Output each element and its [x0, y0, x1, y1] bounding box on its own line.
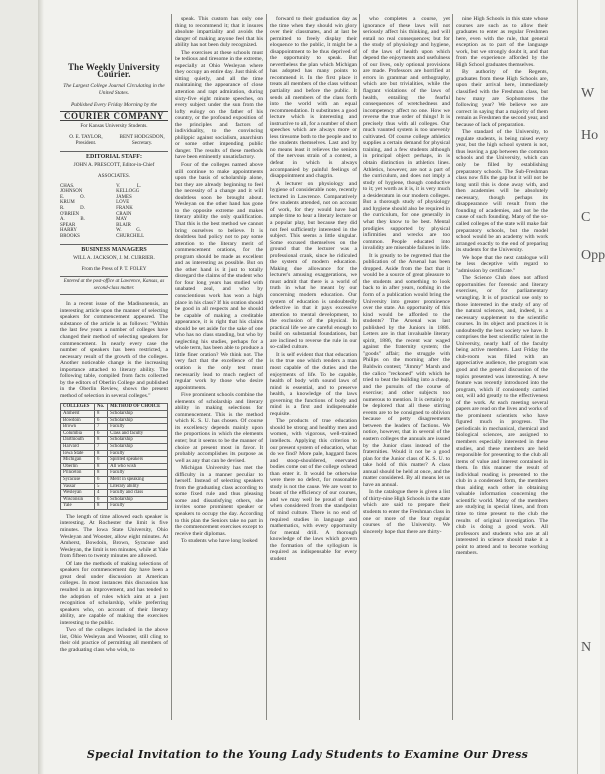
table-cell: Class and faculty — [108, 430, 168, 437]
article-paragraph: The products of true education should be strong and healthy men and women, with vigorous, well-trained intellects. Applying this criterion to our present system of education, what do we find? More pale, haggard faces and stoop-shouldered, enervated bodies come out of the college oxhead than enter it. It would be otherwise were there no defect, for reasonable study is not the cause. We are wont to boast of the efficiency of our courses, and we may well be proud of them when considered from the standpoint of mind culture. There is no end of required studies in language and mathematics, with every opportunity for mental drill. A thorough knowledge of the laws which govern the formation of the syllogism is required as indispensable for every student — [270, 418, 357, 562]
advertisement-banner: Special Invitation to the Young Lady Students to Examine Our Dress — [86, 748, 529, 761]
press-line: From the Press of P. T. FOLEY — [81, 265, 147, 272]
table-row — [61, 411, 168, 418]
article-paragraph: forward to their graduation day as the time when they should win glory over their classmates, and at last be permitted to freely display their eloquence to the public, it might be a disappointment to be thus deprived of the opportunity to speak. But nevertheless the plan which Michigan has adopted has many points to recommend it. In the first place it treats all members of the class without partiality and before the public. It sends all members of the class forth into the world with an equal recommendation. It substitutes a good lecture which is interesting and instructive to all, for a number of short speeches which are always more or less tiresome both to the people and to the students themselves. Last and by no means least it relieves the seniors of the nervous strain of a contest, a defeat in which is always accompanied by painful feelings of disappointment and chagrin. — [270, 16, 357, 180]
table-cell: Brown — [61, 424, 95, 431]
table-cell: 6 — [95, 476, 108, 483]
table-cell: All who wish — [108, 463, 168, 470]
column-2 — [175, 16, 263, 716]
left-margin — [0, 0, 38, 774]
table-cell: Iowa State — [61, 450, 95, 457]
column-3 — [270, 16, 357, 716]
table-cell: Scholarship — [108, 444, 168, 451]
column-rule — [266, 14, 267, 720]
adjacent-page-fragment: N — [581, 640, 592, 655]
table-cell: 7 — [95, 444, 108, 451]
column-5 — [456, 16, 548, 716]
article-paragraph: Two of the colleges included in the above list, Ohio Wesleyan and Wooster, still cling to their old practice of permitting all members of the graduating class who wish, to — [60, 627, 168, 653]
article-paragraph: Michigan University has met the difficulty in a manner peculiar to herself. Instead of selecting speakers from the graduating class according to some fixed rule and thus pleasing some and dissatisfying others, she invites some prominent speaker or speakers to occupy the day. According to this plan the Seniors take no part in the commencement exercises except to receive their diplomas. — [175, 465, 263, 537]
table-cell: Michigan — [61, 457, 95, 464]
table-cell: Faculty — [108, 470, 168, 477]
adjacent-page-fragment: W — [581, 86, 595, 101]
secretary: BENT HODGSDON, Secretary. — [119, 133, 165, 147]
table-cell: Faculty — [108, 450, 168, 457]
table-row — [61, 496, 168, 503]
associate-name: A. B. SPEAR — [60, 217, 85, 228]
associate-name: FRANK CRAIN — [116, 205, 133, 217]
entered-notice: Entered at the post-office at Lawrence, Kansas, as second-class matter. — [60, 276, 168, 295]
article-paragraph: nine High Schools in this state whose courses are such as to allow their graduates to enter as regular Freshmen here, even with the rule, that general exception as to part of the language work, but we strongly doubt it, and that from the experience afforded by the High School graduates themselves. — [456, 16, 548, 68]
table-row — [61, 483, 168, 490]
table-header: METHOD OF CHOICE — [108, 404, 168, 411]
article-paragraph: who completes a course, yet ignorance of these laws will not seriously affect his thinking, and will entail no real consequences; but for the study of physiology and hygiene, of the laws of health upon which depend the enjoyments and usefulness of our lives, only optional provisions are made. Professors are horrified at errors in grammar and orthography, which are but trivialities, while the flagrant violations of the laws of health, entailing the fearful consequences of wretchedness and incompetency affect no one. How we reverse the true order of things! It is precisely thus with all colleges. Our much vaunted system is too unevenly cultivated. Of course college athletics supplies a certain demand for physical training, and a few students although in principal object perhaps, in is obtain distinction in athletics lines. Athletics, however, are not a part of the curriculum, and does not imply a study of hygiene, though conductive to it; yet worth as it is, it is very much a desideratum in our modern colleges. But a thorough study of physiology and hygiene should also be required in the curriculum, for one generally in what they know to be best. Mental prodigies supported by physical infirmities and wrecks are too common. People educated into invalidity are miserable failures in life. — [363, 16, 450, 252]
president: O. E. TAYLOR, President. — [69, 133, 103, 147]
associate-name: HARRY BROOKS — [60, 228, 80, 239]
table-cell: 6 — [95, 430, 108, 437]
editor-in-chief: JOHN A. PRESCOTT, Editor-in-Chief — [73, 162, 155, 169]
article-paragraph: Five prominent schools combine the elements of scholarship and literary ability in making selections for commencement. This is the method which K. S. U. has chosen. Of course its excellency depends mainly upon the proportions in which the elements enter; but it seems to be the manner of choice at present most in favor. It probably accomplishes its purpose as well as any that can be devised. — [175, 392, 263, 464]
associates-label: ASSOCIATES. — [97, 173, 131, 180]
table-cell: Merit in speaking — [108, 476, 168, 483]
table-header: COLLEGES — [61, 404, 95, 411]
article-paragraph: It is greatly to be regretted that the publication of the Arsenal has been dropped. Aside from the fact that it would be a source of great pleasure to the students and something to look back to in after years, nothing in the form of a publication would bring the University into greater prominence over the state. An opportunity of this kind would be afforded to the students? The Arsenal was last published by the Juniors in 1886. Letters are in that invaluable literary spirit, 1886, the recent war waged against the fraternity system; the "goods" affair; the struggle with Philips on the morning after the Baldwin contest; "Jimmy" Marsh and the calico "reckoned" with which he tried to beat the building into a cheap, and the pursuits of the course of exercise; and other subjects too numerous to mention. It is certainly to be deplored that all these stirring events are to be consigned to oblivion because of petty disagreements between the leaders of factions. We notice, however, that in several of the eastern colleges the annuals are issued by the Junior class instead of the fraternities. Would it not be a good plan for the Junior class of K. S. U. to take hold of this matter? A class annual should be held at once, and the matter considered. By all means let us have an annual. — [363, 252, 450, 488]
masthead-subtitle: The Largest College Journal Circulating in the United States. — [63, 83, 165, 96]
table-row — [61, 437, 168, 444]
table-cell: 8 — [95, 411, 108, 418]
table-cell: Yale — [61, 503, 95, 510]
associate-name: W. G. CHURCHILL — [116, 228, 145, 239]
article-paragraph: It is self evident that that education is the true one which renders a man most capable of the duties and the enjoyments of life. To be capable, health of body with sound laws of mind is essential, and to preserve health, a knowledge of the laws governing the functions of body and mind is a first and indispensable requisite. — [270, 351, 357, 417]
table-cell: Columbia — [61, 430, 95, 437]
staff-heading: EDITORIAL STAFF: — [60, 151, 168, 161]
table-cell: 8 — [95, 463, 108, 470]
article-paragraph: In a recent issue of the Madisonensis, an interesting article upon the manner of selecting speakers for commencement appeared. The substance of the article is as follows: "Within the last few years a number of colleges have changed their method of selecting speakers for commencement. In nearly every case the number of speakers has been restricted, a necessary result of the growth of the colleges. Another noticeable change is the increasing importance attached to literary ability. The following table, compiled from facts collected by the editors of Oberlin College and published in the Oberlin Review, shows the present method of selection in several colleges." — [60, 301, 168, 399]
table-row — [61, 503, 168, 510]
business-names: WILL A. JACKSON, J. M. CURRIER. — [73, 255, 155, 262]
column-rule — [171, 14, 172, 720]
table-row — [61, 430, 168, 437]
table-cell: Oberlin — [61, 463, 95, 470]
table-cell: Scholarship — [108, 496, 168, 503]
table-cell: Vassar — [61, 483, 95, 490]
article-paragraph: Of late the methods of making selections of speakers for commencement day have been a great deal under discussion at American colleges. In most instances this discussion has resulted in an improvement, and has tended to the adoption of rules which aim at a just recognition of scholarship, while preferring speakers who, on account of their literary ability, are capable of making the exercises interesting to the public. — [60, 560, 168, 626]
article-paragraph: The standard of the University, to regulate students, is being raised every year, but the high school system is not, thus leaving a gap between the common schools and the University, which can only be filled by establishing preparatory schools. The Sub-Freshman class now fills the gap but it will not be long until this is done away with, and then academies will be absolutely necessary, though perhaps its disappearance will result from the founding of academies, and not be the cause of such founding. Many of the so-called colleges of the state will make fair preparatory schools, but the model school would be an academy with work arranged exactly to the end of preparing its students for the University. — [456, 129, 548, 254]
binding-shadow — [38, 0, 44, 774]
table-cell: 8 — [95, 450, 108, 457]
table-cell: Harvard — [61, 444, 95, 451]
table-cell: Wisconsin — [61, 496, 95, 503]
article-paragraph: speak. This custom has only one thing to recommend it; that it insures absolute impartiality and avoids the danger of making anyone feel that his ability has not been duly recognized. — [175, 16, 263, 49]
table-row — [61, 463, 168, 470]
article-paragraph: To students who have long looked — [181, 538, 258, 545]
table-cell: Faculty — [108, 503, 168, 510]
published-line: Published Every Friday Morning by the — [70, 102, 158, 109]
table-row — [61, 470, 168, 477]
table-row — [61, 417, 168, 424]
table-cell: Spirited speakers — [108, 457, 168, 464]
table-cell: Princeton — [61, 470, 95, 477]
for-line: For Kansas University Students. — [80, 123, 148, 130]
article-paragraph: By authority of the Regents, graduates from these High Schools are, upon their arrival here, immediately classified with the Freshman class, but how many are Sophomores the following year? We believe we are correct in saying that a majority of them remain as Freshmen the second year, and because of lack of preparation. — [456, 69, 548, 128]
article-paragraph: A lecturer on physiology and hygiene of considerable note, recently lectured in Lawrence. Comparatively few students attended, not on account of work, for they would have had ample time to hear a literary lecture or a popular play, but because they did not feel sufficiently interested in the subject. This seems a little singular. Some excused themselves on the ground that the lecturer was a professional crank, since he ridiculed the system of modern education. Making due allowance for the lecturer's amusing exaggerations, we must admit that there is a world of truth in what he meant by our concerning modern education. Our system of education is undoubtedly defective in that it pays excessive attention to mental development, to the exclusion of the physical. In practical life we are careful enough to build on substantial foundations, but are inclined to reverse the rule in our so-called culture. — [270, 180, 357, 351]
table-cell: 6 — [95, 457, 108, 464]
table-cell: Amherst — [61, 411, 95, 418]
article-paragraph: The Science Club does not afford opportunities for forensic and literary exercises, or for parliamentary wrangling. It is of practical use only to those interested in the study of any of the natural sciences, and, indeed, is a necessary supplement to the scientific courses. In its object and practices it is undoubtedly the best society we have. It comprises the best scientific talent in the University, nearly half of the faculty being active members. Last Friday the club-room was filled with an appreciative audience, the program was good and the general discussion of the topics presented was interesting. A new feature was recently introduced into the program, which if consistently carried out, will add greatly to the effectiveness of the work. At each meeting several papers are read on the lives and works of the prominent scientists who have figured much in progress. The periodicals in mechanical, chemical and biological sciences, are assigned to members especially interested in these studies, and these members are held responsible for presenting to the club all items of value and interest contained in them. In this manner the result of individual reading is presented to the club in a condensed form, the members thus aiding each other in obtaining valuable information concerning the scientific world. Many of the members are studying in special lines, and from time to time present to the club the results of original investigation. The club is doing a good work. All professors and students who are at all interested in science should make it a point to attend and to become working members. — [456, 275, 548, 557]
table-cell: Scholarship — [108, 437, 168, 444]
associates-left — [60, 184, 112, 240]
article-paragraph: The length of time allowed each speaker is interesting. At Rochester the limit is five minutes. The Iowa State University, Ohio Wesleyan and Wooster, allow eight minutes. At Amherst, Bowdoin, Brown, Syracuse and Wesleyan, the limit is ten minutes, while at Yale from fifteen to twenty minutes are allowed. — [60, 513, 168, 560]
adjacent-page-fragment: C — [581, 210, 591, 225]
table-row — [61, 450, 168, 457]
table-cell: 8 — [95, 470, 108, 477]
associate-name: JAMES LOVE — [116, 194, 132, 206]
table-cell: 5 — [95, 483, 108, 490]
article-paragraph: We hope that the next catalogue will be less deceptive with regard to "admission by certificate." — [456, 254, 548, 274]
table-cell: Dartmouth — [61, 437, 95, 444]
masthead-title: The Weekly University Courier. — [67, 62, 161, 79]
column-rule — [452, 14, 453, 720]
column-4 — [363, 16, 450, 716]
business-heading: BUSINESS MANAGERS — [60, 244, 168, 254]
officers — [60, 134, 168, 147]
associate-name: CHAS. JOHNSON — [60, 183, 83, 195]
table-cell: Faculty — [108, 424, 168, 431]
table-cell: 7 — [95, 424, 108, 431]
table-cell: 4 — [95, 490, 108, 497]
table-row — [61, 476, 168, 483]
associate-name: E. O. KRUM — [60, 194, 85, 206]
table-cell: 6 — [95, 496, 108, 503]
associate-name: V. L. KELLOGG — [116, 183, 142, 195]
table-cell: Scholarship — [108, 417, 168, 424]
table-row — [61, 424, 168, 431]
table-cell: Faculty and class — [108, 490, 168, 497]
adjacent-page-fragment: Opp — [581, 248, 605, 263]
associate-name: MAY BLAIR — [116, 217, 131, 228]
table-cell: Wesleyan — [61, 490, 95, 497]
table-body — [61, 411, 168, 510]
adjacent-page-fragment: Ho — [581, 128, 599, 143]
table-cell: Bowdoin — [61, 417, 95, 424]
table-row — [61, 444, 168, 451]
table-cell: 6 — [95, 417, 108, 424]
table-cell: 8 — [95, 503, 108, 510]
article-paragraph: Four of the colleges named above still continue to make appointments upon the basis of scholarship alone, but they are already beginning to feel the necessity of a change and it will doubtless soon be brought about. Wesleyan on the other hand has gone to the opposite extreme and makes literary ability the only qualification. That this is the best method we cannot bring ourselves to believe. It is doubtless bad policy not to pay some attention to the literary merit of commencement orations, for the program should be made as excellent and as interesting as possible. But on the other hand is it just to totally disregard the claims of the student who for four long years has studied with unabated zeal, and who by conscientious work has won a high place in his class? If his oration should be good in all respects and he should be capable of making a creditable appearance, it is right that his claims should be set aside for the sake of one who has no class standing, but who by neglecting his studies, perhaps for a whole term, has been able to produce a little finer oration? We think not. The very fact that the excellence of the oration is the only test must necessarily lead to much neglect of regular work by those who desire appointments. — [175, 162, 263, 391]
article-paragraph: The exercises at these schools must be tedious and tiresome in the extreme, especially at Ohio Wesleyan where they occupy an entire day. Just think of sitting quietly, and all the time maintaining the appearance of close attention and rapt admiration, during sixty-five eight minute speeches, on every subject under the sun from the lofty eulogy on the father of his country, or the profound exposition of the principles and factors of individuality, to the convincing philippic against socialism, anarchism or some other impending public danger. The results of these methods have been eminently unsatisfactory. — [175, 49, 263, 161]
associates-right — [116, 184, 168, 240]
table-cell: Syracuse — [61, 476, 95, 483]
associate-name: R. D. O'BRIEN — [60, 205, 85, 217]
company-name: COURIER COMPANY — [60, 111, 168, 122]
column-rule — [359, 14, 360, 720]
colleges-table — [60, 403, 168, 510]
article-paragraph: In the catalogue there is given a list of thirty-nine High Schools in the state which are said to prepare their students to enter the Freshman class in one or more of the four regular courses of the University. We sincerely hope that there are thirty- — [363, 489, 451, 535]
table-cell: Literary ability — [108, 483, 168, 490]
table-cell: 8 — [95, 437, 108, 444]
table-cell: Scholarship — [108, 411, 168, 418]
column-1 — [60, 16, 168, 716]
associates-list — [60, 184, 168, 240]
table-row — [61, 457, 168, 464]
table-header-row — [61, 404, 168, 411]
table-row — [61, 490, 168, 497]
table-header: No. — [95, 404, 108, 411]
adjacent-page-edge — [577, 0, 605, 774]
